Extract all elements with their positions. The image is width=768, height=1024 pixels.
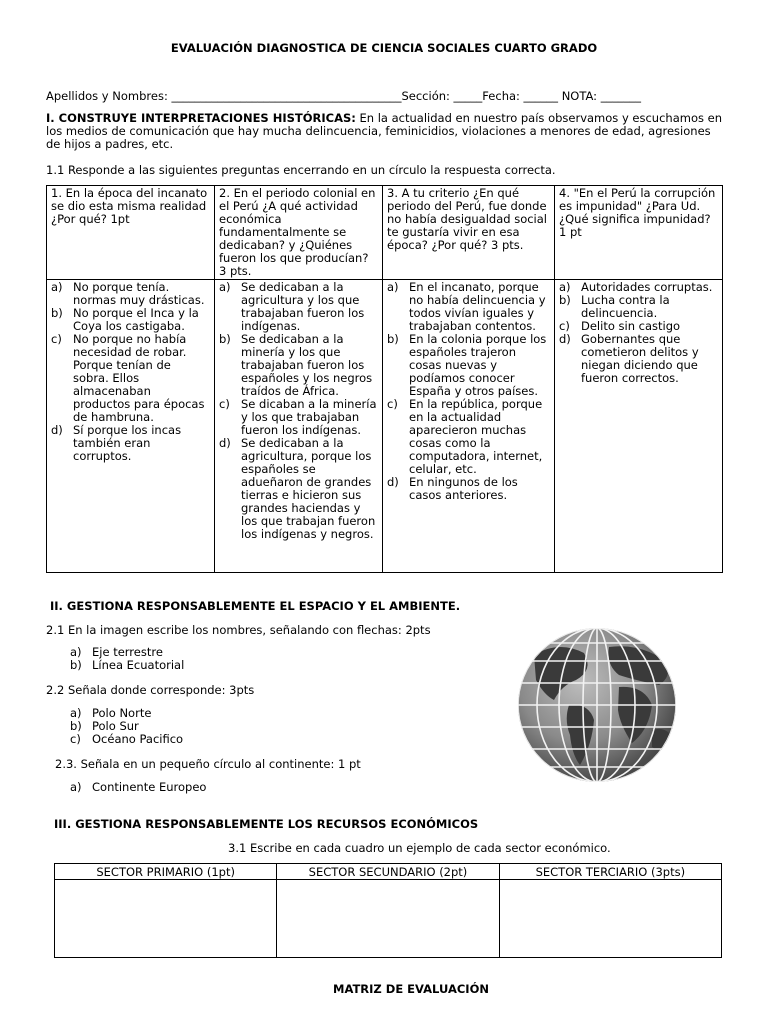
section1-instruction: 1.1 Responde a las siguientes preguntas encerrando en un círculo la respuesta correcta.	[46, 163, 556, 177]
option-1d[interactable]: d) Sí porque los incas también eran corruptos.	[51, 423, 182, 463]
sector-secundario-answer[interactable]	[277, 880, 499, 958]
question-2-options	[215, 280, 383, 573]
sector-terciario-answer[interactable]	[499, 880, 721, 958]
section1-intro-line3: de hijos a padres, etc.	[46, 137, 174, 151]
option-1b[interactable]: b) No porque el Inca y la Coya los castigaba.	[51, 306, 199, 333]
economic-sectors-table	[54, 863, 722, 958]
question-1-options	[47, 280, 215, 573]
question-2-2: 2.2 Señala donde corresponde: 3pts	[46, 683, 255, 697]
section1-intro-line1: En la actualidad en nuestro país observamos y escuchamos en	[355, 111, 722, 125]
section2-heading: II. GESTIONA RESPONSABLEMENTE EL ESPACIO Y EL AMBIENTE.	[50, 599, 461, 613]
question-3-options	[383, 280, 555, 573]
option-2d[interactable]: d) Se dedicaban a la agricultura, porque los españoles se adueñaron de grandes tierras e hicieron sus grandes haciendas y los que trabajan fueron los indígenas y negros.	[219, 436, 376, 541]
option-2a[interactable]: a) Se dedicaban a la agricultura y los que trabajaban fueron los indígenas.	[219, 280, 365, 333]
questions-table	[46, 185, 723, 573]
option-3d[interactable]: d) En ningunos de los casos anteriores.	[387, 475, 518, 502]
option-1a[interactable]: a) No porque tenía. normas muy drásticas.	[51, 280, 205, 307]
question-2-2-items	[70, 707, 183, 746]
student-info-line: Apellidos y Nombres: ________________________________________Sección: _____Fecha: ______ NOTA: _______	[46, 89, 641, 103]
option-4d[interactable]: d) Gobernantes que cometieron delitos y niegan diciendo que fueron correctos.	[559, 332, 699, 385]
section3-heading: III. GESTIONA RESPONSABLEMENTE LOS RECURSOS ECONÓMICOS	[54, 817, 479, 831]
section1-intro	[46, 112, 736, 151]
section1-intro-line2: los medios de comunicación que hay mucha delincuencia, feminicidios, violaciones a menores de edad, agresiones	[46, 124, 711, 138]
option-3b[interactable]: b) En la colonia porque los españoles trajeron cosas nuevas y podíamos conocer España y otros países.	[387, 332, 547, 398]
globe-image[interactable]	[514, 625, 680, 785]
option-2b[interactable]: b) Se dedicaban a la minería y los que trabajaban fueron los españoles y los negros traídos de África.	[219, 332, 373, 398]
matrix-title: MATRIZ DE EVALUACIÓN	[333, 982, 489, 996]
page-title: EVALUACIÓN DIAGNOSTICA DE CIENCIA SOCIALES CUARTO GRADO	[170, 41, 598, 55]
item-polo-norte: a) Polo Norte	[70, 706, 152, 720]
item-continente-europeo: a) Continente Europeo	[70, 780, 207, 794]
sector-primario-answer[interactable]	[55, 880, 277, 958]
section1-heading: I. CONSTRUYE INTERPRETACIONES HISTÓRICAS:	[46, 111, 356, 125]
option-1c[interactable]: c) No porque no había necesidad de robar. Porque tenían de sobra. Ellos almacenaban productos para épocas de hambruna.	[51, 332, 205, 424]
question-4-options	[555, 280, 723, 573]
section3-instruction: 3.1 Escribe en cada cuadro un ejemplo de cada sector económico.	[228, 841, 611, 855]
item-linea-ecuatorial: b) Línea Ecuatorial	[70, 658, 185, 672]
option-4c[interactable]: c) Delito sin castigo	[559, 319, 681, 333]
item-eje-terrestre: a) Eje terrestre	[70, 645, 163, 659]
question-3: 3. A tu criterio ¿En qué periodo del Perú, fue donde no había desigualdad social te gustaría vivir en esa época? ¿Por qué? 3 pts.	[383, 186, 555, 280]
sector-primario-header: SECTOR PRIMARIO (1pt)	[55, 864, 277, 880]
question-4: 4. "En el Perú la corrupción es impunidad" ¿Para Ud. ¿Qué significa impunidad? 1 pt	[555, 186, 723, 280]
globe-grid	[514, 627, 680, 783]
question-1: 1. En la época del incanato se dio esta misma realidad ¿Por qué? 1pt	[47, 186, 215, 280]
question-2-1: 2.1 En la imagen escribe los nombres, señalando con flechas: 2pts	[46, 623, 431, 637]
option-3a[interactable]: a) En el incanato, porque no había delincuencia y todos vivían iguales y trabajaban contentos.	[387, 280, 546, 333]
sector-terciario-header: SECTOR TERCIARIO (3pts)	[499, 864, 721, 880]
question-2: 2. En el periodo colonial en el Perú ¿A qué actividad económica fundamentalmente se dedicaban? y ¿Quiénes fueron los que producían? 3 pts.	[215, 186, 383, 280]
option-2c[interactable]: c) Se dicaban a la minería y los que trabajaban fueron los indígenas.	[219, 397, 377, 437]
option-4b[interactable]: b) Lucha contra la delincuencia.	[559, 293, 670, 320]
option-3c[interactable]: c) En la república, porque en la actualidad aparecieron muchas cosas como la computadora, internet, celular, etc.	[387, 397, 543, 476]
question-2-3-items	[70, 781, 206, 794]
question-2-3: 2.3. Señala en un pequeño círculo al continente: 1 pt	[55, 757, 361, 771]
sector-secundario-header: SECTOR SECUNDARIO (2pt)	[277, 864, 499, 880]
item-oceano-pacifico: c) Océano Pacifico	[70, 732, 184, 746]
option-4a[interactable]: a) Autoridades corruptas.	[559, 280, 713, 294]
question-2-1-items	[70, 646, 184, 672]
item-polo-sur: b) Polo Sur	[70, 719, 139, 733]
